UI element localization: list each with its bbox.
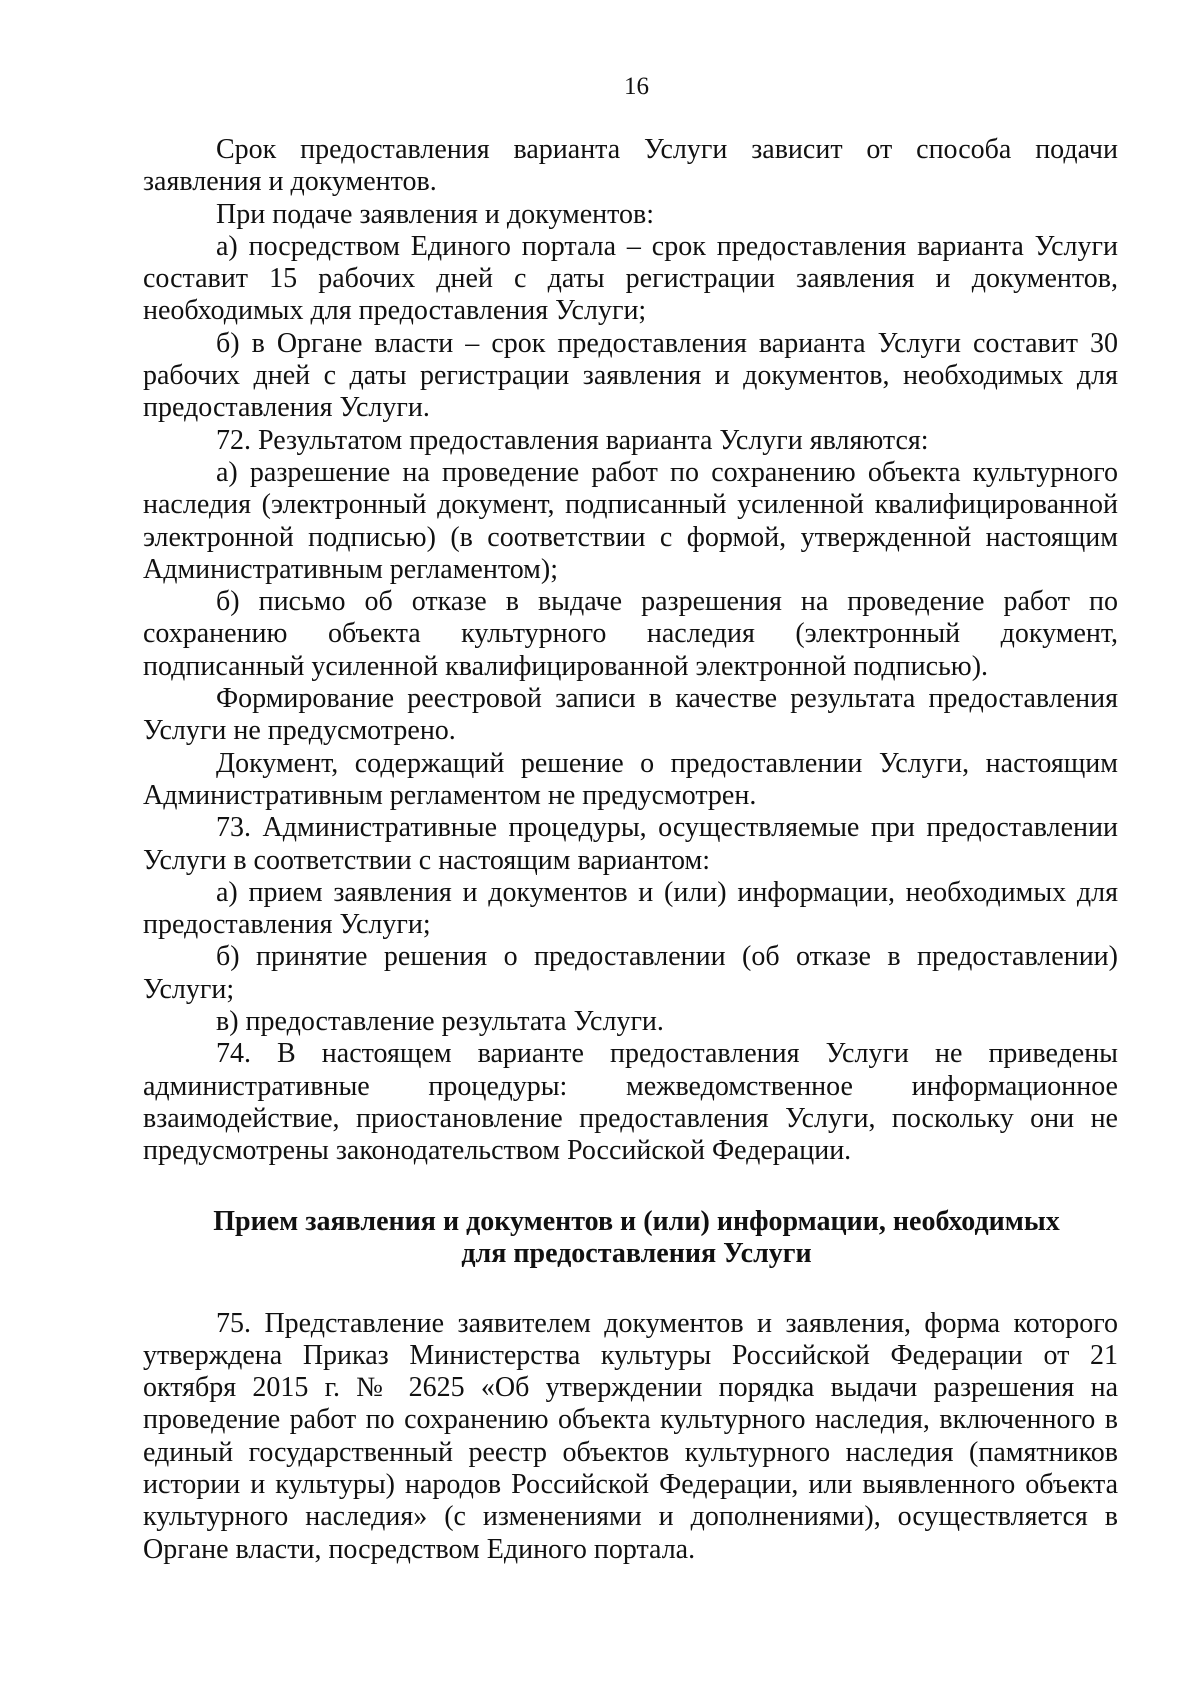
page-number: 16 [624,73,649,100]
paragraph: а) разрешение на проведение работ по сохранению объекта культурного наследия (электронный документ, подписанный усиленной квалифицированной электронной подписью) (в соответствии с формой, утвержденной настоящим Административным регламентом); [143,456,1118,585]
body-text [143,134,1118,1168]
paragraph: б) в Органе власти – срок предоставления варианта Услуги составит 30 рабочих дней с даты регистрации заявления и документов, необходимых для предоставления Услуги. [143,327,1118,424]
section-heading-line: для предоставления Услуги [461,1237,812,1269]
paragraph: 74. В настоящем варианте предоставления Услуги не приведены административные процедуры: межведомственное информационное взаимодействие, приостановление предоставления Услуги, поскольку они не предусмотрены законодательством Российской Федерации. [143,1038,1118,1167]
document-page [143,70,1118,1566]
section-heading [143,1206,1118,1270]
paragraph: 75. Представление заявителем документов и заявления, форма которого утверждена Приказ Министерства культуры Российской Федерации от 21 октября 2015 г. № 2625 «Об утверждении порядка выдачи разрешения на проведение работ по сохранению объекта культурного наследия, включенного в единый государственный реестр объектов культурного наследия (памятников истории и культуры) народов Российской Федерации, или выявленного объекта культурного наследия» (с изменениями и дополнениями), осуществляется в Органе власти, посредством Единого портала. [143,1307,1118,1565]
body-text [143,1308,1118,1566]
section-heading-line: Прием заявления и документов и (или) информации, необходимых [213,1205,1060,1237]
paragraph: Срок предоставления варианта Услуги зависит от способа подачи заявления и документов. [143,134,1118,198]
paragraph: При подаче заявления и документов: [216,198,654,230]
paragraph: б) письмо об отказе в выдаче разрешения на проведение работ по сохранению объекта культурного наследия (электронный документ, подписанный усиленной квалифицированной электронной подписью). [143,586,1118,682]
paragraph: а) прием заявления и документов и (или) информации, необходимых для предоставления Услуги; [143,876,1118,941]
paragraph: а) посредством Единого портала – срок предоставления варианта Услуги составит 15 рабочих дней с даты регистрации заявления и документов, необходимых для предоставления Услуги; [143,230,1118,327]
paragraph: б) принятие решения о предоставлении (об отказе в предоставлении) Услуги; [143,941,1118,1005]
paragraph: Формирование реестровой записи в качестве результата предоставления Услуги не предусмотрено. [143,683,1118,747]
paragraph: в) предоставление результата Услуги. [216,1006,664,1038]
paragraph: Документ, содержащий решение о предоставлении Услуги, настоящим Административным регламентом не предусмотрен. [143,747,1118,811]
paragraph: 72. Результатом предоставления варианта Услуги являются: [216,424,929,456]
paragraph: 73. Административные процедуры, осуществляемые при предоставлении Услуги в соответствии с настоящим вариантом: [143,812,1118,876]
